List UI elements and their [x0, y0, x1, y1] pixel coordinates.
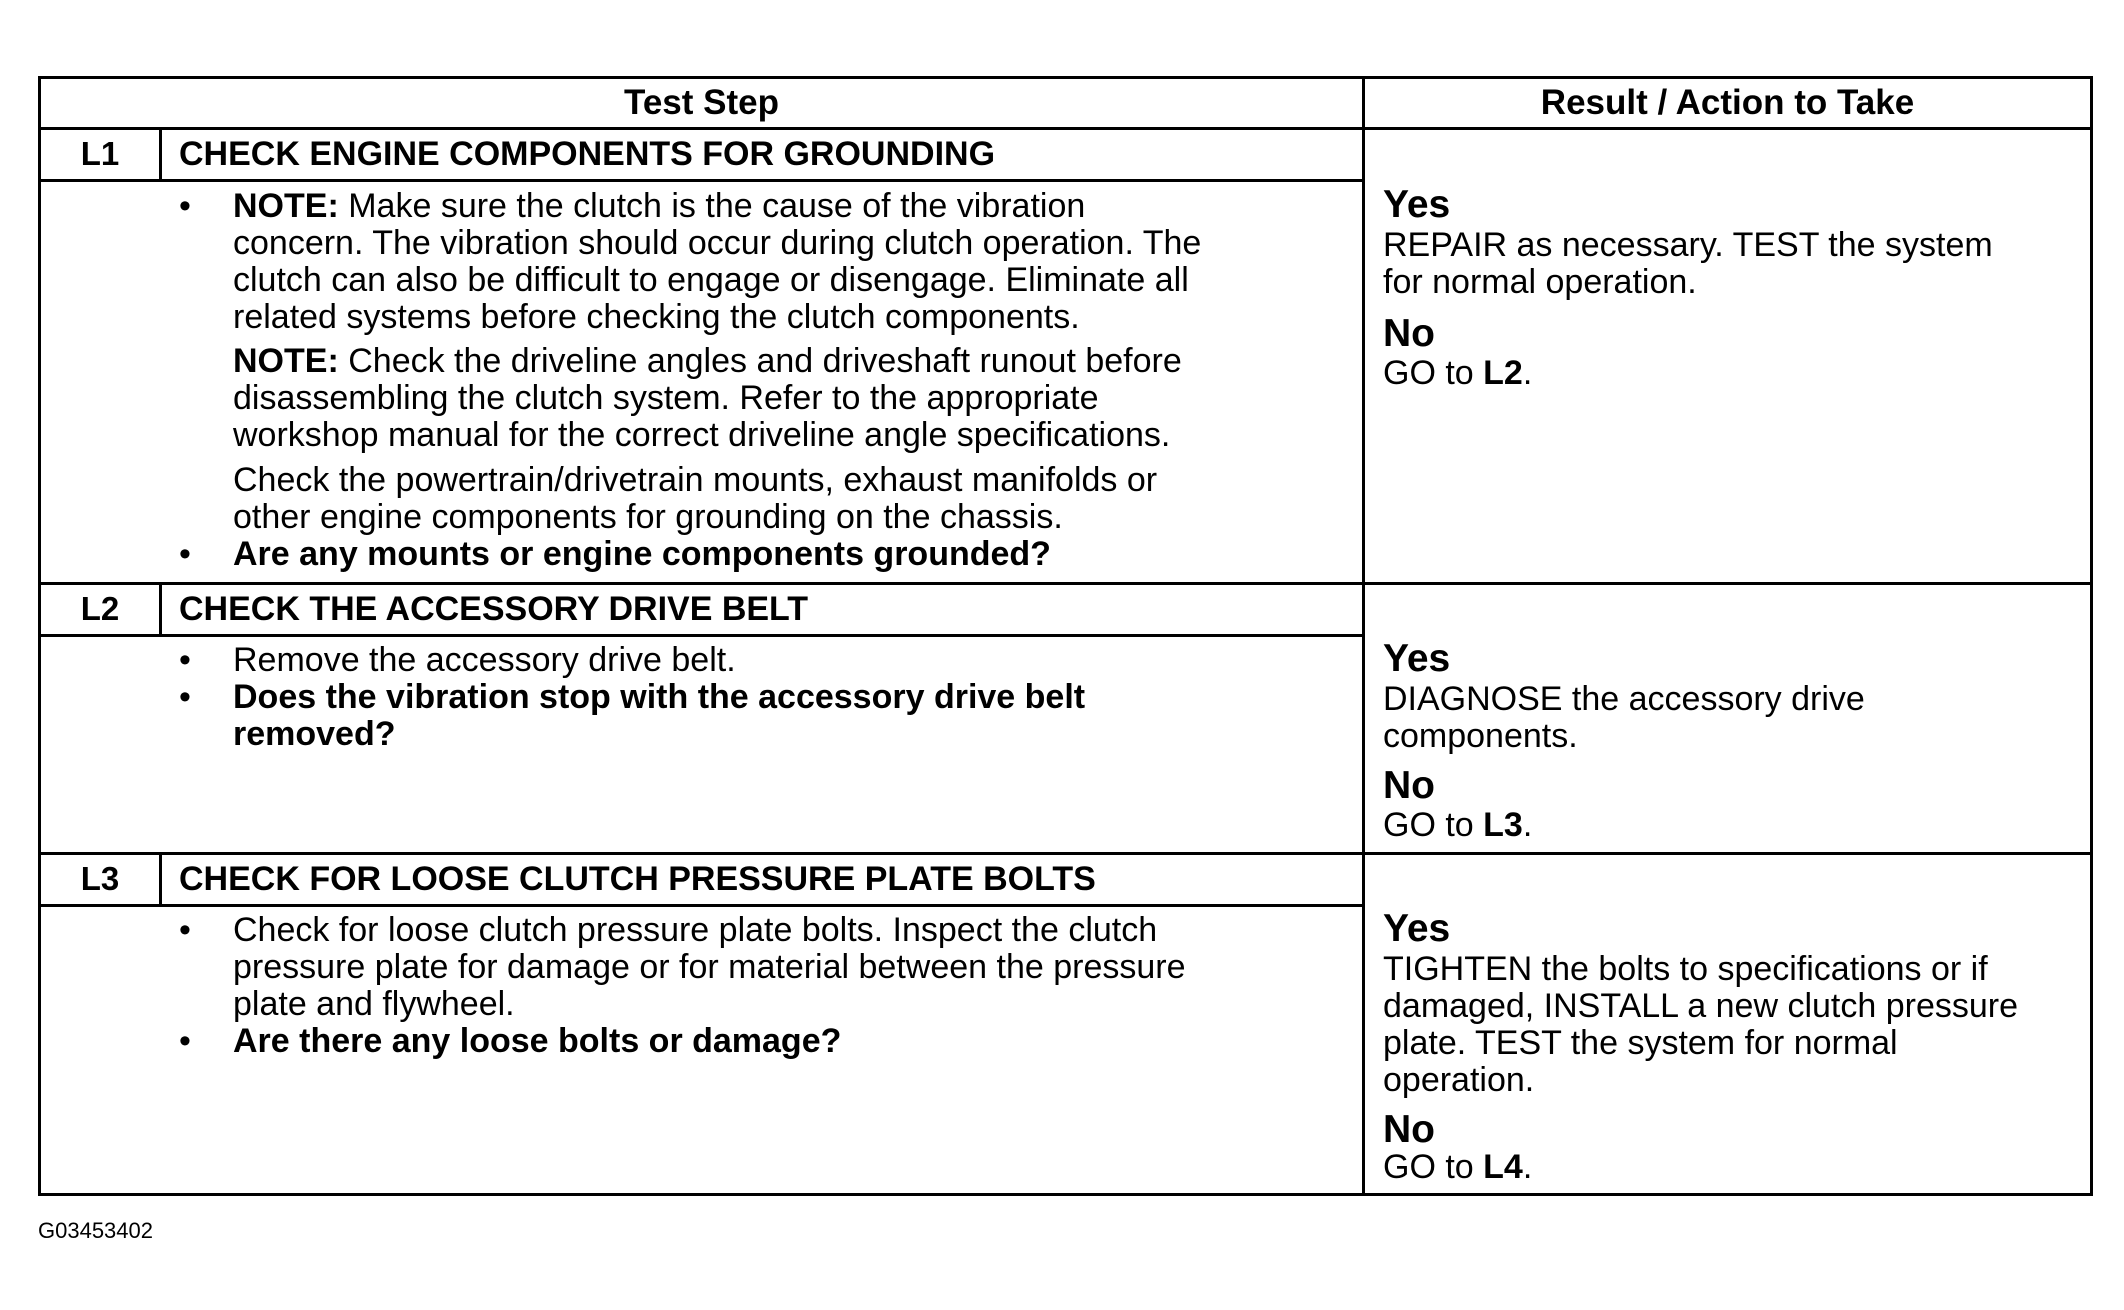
no-action: GO to L4. — [1383, 1148, 1533, 1186]
yes-action: damaged, INSTALL a new clutch pressure — [1383, 987, 2018, 1025]
step-left-l2 — [41, 585, 1365, 852]
step-line: Check for loose clutch pressure plate bolts. Inspect the clutch — [233, 911, 1158, 949]
step-title: CHECK FOR LOOSE CLUTCH PRESSURE PLATE BOLTS — [179, 860, 1096, 898]
step-title-row — [41, 585, 1362, 637]
no-label: No — [1383, 312, 1435, 355]
step-question: Are there any loose bolts or damage? — [233, 1022, 842, 1060]
step-line: clutch can also be difficult to engage or disengage. Eliminate all — [233, 261, 1189, 299]
step-line: Remove the accessory drive belt. — [233, 641, 736, 679]
yes-action: for normal operation. — [1383, 263, 1697, 301]
step-question: Does the vibration stop with the accessory drive belt — [233, 678, 1086, 716]
step-left-l3 — [41, 855, 1365, 1193]
figure-id: G03453402 — [38, 1218, 153, 1243]
step-line: pressure plate for damage or for material between the pressure — [233, 948, 1186, 986]
step-row-l2 — [41, 585, 2090, 855]
step-title: CHECK ENGINE COMPONENTS FOR GROUNDING — [179, 135, 996, 173]
yes-action: components. — [1383, 717, 1578, 755]
step-left-l1 — [41, 130, 1365, 582]
step-line: related systems before checking the clutch components. — [233, 298, 1080, 336]
step-line: other engine components for grounding on the chassis. — [233, 498, 1063, 536]
diagnostic-table — [38, 76, 2093, 1196]
yes-label: Yes — [1383, 907, 1451, 950]
no-action: GO to L3. — [1383, 806, 1533, 844]
yes-label: Yes — [1383, 637, 1451, 680]
bullet: • — [179, 535, 191, 573]
no-action: GO to L2. — [1383, 354, 1533, 392]
no-label: No — [1383, 1108, 1435, 1151]
yes-action: operation. — [1383, 1061, 1535, 1099]
step-line: workshop manual for the correct driveline angle specifications. — [233, 416, 1171, 454]
bullet: • — [179, 641, 191, 679]
step-question: removed? — [233, 715, 396, 753]
result-cell-l3 — [1365, 855, 2090, 1193]
step-question: Are any mounts or engine components grounded? — [233, 535, 1051, 573]
step-row-l3 — [41, 855, 2090, 1193]
bullet: • — [179, 1022, 191, 1060]
step-line: plate and flywheel. — [233, 985, 515, 1023]
step-line: disassembling the clutch system. Refer to the appropriate — [233, 379, 1099, 417]
yes-action: REPAIR as necessary. TEST the system — [1383, 226, 1993, 264]
header-test-step: Test Step — [41, 79, 1365, 130]
yes-action: plate. TEST the system for normal — [1383, 1024, 1898, 1062]
result-cell-l2 — [1365, 585, 2090, 852]
no-label: No — [1383, 764, 1435, 807]
bullet: • — [179, 678, 191, 716]
step-id: L3 — [41, 855, 162, 904]
bullet: • — [179, 911, 191, 949]
bullet: • — [179, 187, 191, 225]
header-result: Result / Action to Take — [1365, 79, 2090, 130]
step-title: CHECK THE ACCESSORY DRIVE BELT — [179, 590, 809, 628]
step-line: NOTE: Make sure the clutch is the cause of the vibration — [233, 187, 1086, 225]
yes-label: Yes — [1383, 183, 1451, 226]
step-title-row — [41, 130, 1362, 182]
step-row-l1 — [41, 130, 2090, 585]
step-line: NOTE: Check the driveline angles and driveshaft runout before — [233, 342, 1182, 380]
step-title-row — [41, 855, 1362, 907]
step-line: Check the powertrain/drivetrain mounts, exhaust manifolds or — [233, 461, 1158, 499]
step-id: L2 — [41, 585, 162, 634]
step-line: concern. The vibration should occur during clutch operation. The — [233, 224, 1202, 262]
result-cell-l1 — [1365, 130, 2090, 582]
yes-action: TIGHTEN the bolts to specifications or if — [1383, 950, 1988, 988]
step-id: L1 — [41, 130, 162, 179]
yes-action: DIAGNOSE the accessory drive — [1383, 680, 1865, 718]
